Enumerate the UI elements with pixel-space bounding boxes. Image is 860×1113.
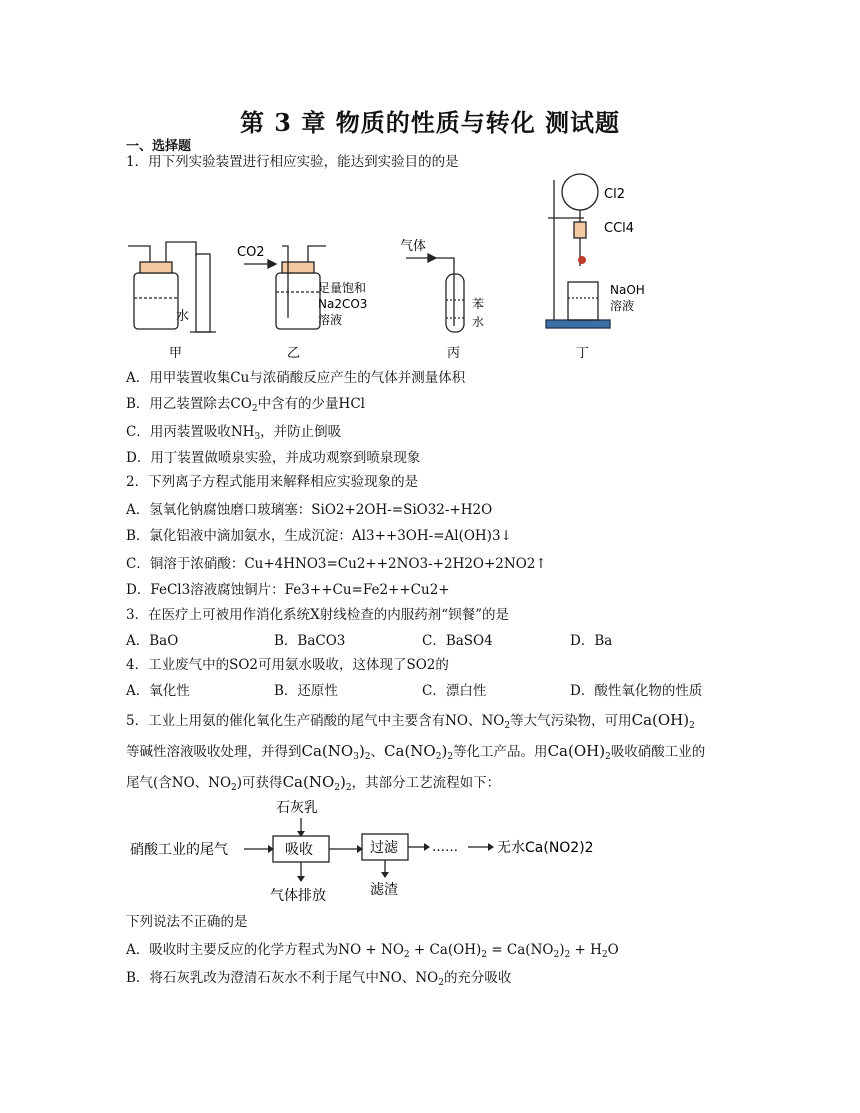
q1-option-b: B．用乙装置除去$CO_2$中含有的少量HCl bbox=[126, 396, 365, 414]
q5-line3: 尾气(含NO、$NO_2$)可获得$Ca(NO_2)_2$，其部分工艺流程如下： bbox=[126, 773, 501, 793]
benzene-label: 苯 bbox=[472, 297, 485, 311]
q3-option-d: D．Ba bbox=[570, 633, 613, 649]
q3-option-a: A．BaO bbox=[126, 633, 179, 649]
q1-stem: 1．用下列实验装置进行相应实验，能达到实验目的的是 bbox=[126, 154, 459, 170]
q2-option-c: C．铜溶于浓硝酸：Cu+4HNO3=Cu2++2NO3-+2H2O+2NO2↑ bbox=[126, 556, 547, 572]
apparatus-bing: 丙 bbox=[447, 346, 461, 361]
q3-option-b: B．BaCO3 bbox=[274, 633, 346, 649]
apparatus-yi: 乙 bbox=[287, 346, 301, 361]
cl2-label: Cl2 bbox=[604, 187, 625, 202]
co2-label: CO2 bbox=[237, 245, 265, 260]
gas-label: 气体 bbox=[400, 239, 427, 254]
na2co3-line2: Na2CO3 bbox=[318, 297, 368, 311]
q2-option-d: D．FeCl3溶液腐蚀铜片：Fe3++Cu=Fe2++Cu2+ bbox=[126, 582, 450, 598]
flow-lime: 石灰乳 bbox=[276, 800, 318, 816]
q3-stem: 3．在医疗上可被用作消化系统X射线检查的内服药剂“钡餐”的是 bbox=[126, 607, 510, 623]
q3-option-c: C．BaSO4 bbox=[422, 633, 493, 649]
q5-option-a: A．吸收时主要反应的化学方程式为NO + $NO_2 + Ca(OH)_2 = Ca(NO_2)_2 + H_2O$ bbox=[126, 942, 619, 960]
flow-product: 无水Ca(NO2)2 bbox=[497, 840, 594, 856]
naoh-line2: 溶液 bbox=[610, 299, 635, 313]
section-heading: 一、选择题 bbox=[126, 139, 192, 154]
flow-dots: …… bbox=[432, 840, 458, 855]
ccl4-label: CCl4 bbox=[604, 221, 635, 236]
apparatus-ding: 丁 bbox=[576, 346, 590, 361]
q4-stem: 4．工业废气中的SO2可用氨水吸收，这体现了SO2的 bbox=[126, 657, 449, 673]
q5-line2: 等碱性溶液吸收处理，并得到$Ca(NO_3)_2$、$Ca(NO_2)_2$等化工产品。用$Ca(OH)_2$吸收硝酸工业的 bbox=[126, 742, 706, 762]
q3-options bbox=[126, 632, 718, 650]
q4-option-b: B．还原性 bbox=[274, 683, 338, 699]
q4-options bbox=[126, 682, 718, 700]
process-flow bbox=[0, 796, 860, 906]
page-title: 第 3 章 物质的性质与转化 测试题 bbox=[239, 108, 621, 137]
naoh-line1: NaOH bbox=[610, 283, 645, 297]
q4-option-a: A．氧化性 bbox=[126, 683, 190, 699]
q4-option-c: C．漂白性 bbox=[422, 683, 487, 699]
na2co3-line1: 足量饱和 bbox=[318, 281, 367, 295]
apparatus-jia: 甲 bbox=[169, 346, 183, 361]
q1-option-a: A．用甲装置收集Cu与浓硝酸反应产生的气体并测量体积 bbox=[126, 370, 466, 386]
q2-stem: 2．下列离子方程式能用来解释相应实验现象的是 bbox=[126, 474, 419, 490]
q5-line1: 5．工业上用氨的催化氧化生产硝酸的尾气中主要含有NO、$NO_2$等大气污染物，可用$Ca(OH)_2$ bbox=[126, 711, 695, 731]
water-label: 水 bbox=[176, 309, 190, 324]
flow-input: 硝酸工业的尾气 bbox=[130, 842, 228, 858]
q2-option-a: A．氢氧化钠腐蚀磨口玻璃塞：SiO2+2OH-=SiO32-+H2O bbox=[126, 502, 493, 518]
water2-label: 水 bbox=[472, 315, 485, 329]
na2co3-line3: 溶液 bbox=[318, 313, 343, 327]
flow-filter: 过滤 bbox=[370, 840, 398, 856]
q1-option-c: C．用丙装置吸收$NH_3$，并防止倒吸 bbox=[126, 424, 342, 442]
q4-option-d: D．酸性氧化物的性质 bbox=[570, 683, 703, 699]
q5-option-b: B．将石灰乳改为澄清石灰水不利于尾气中NO、$NO_2$的充分吸收 bbox=[126, 970, 512, 988]
flow-residue: 滤渣 bbox=[370, 882, 398, 898]
flow-gas-out: 气体排放 bbox=[270, 888, 326, 904]
q2-option-b: B．氯化铝液中滴加氨水，生成沉淀：Al3++3OH-=Al(OH)3↓ bbox=[126, 528, 512, 544]
q1-option-d: D．用丁装置做喷泉实验，并成功观察到喷泉现象 bbox=[126, 450, 421, 466]
apparatus-figure bbox=[0, 170, 860, 370]
flow-absorb: 吸收 bbox=[285, 842, 313, 858]
q5-follow: 下列说法不正确的是 bbox=[126, 914, 248, 930]
